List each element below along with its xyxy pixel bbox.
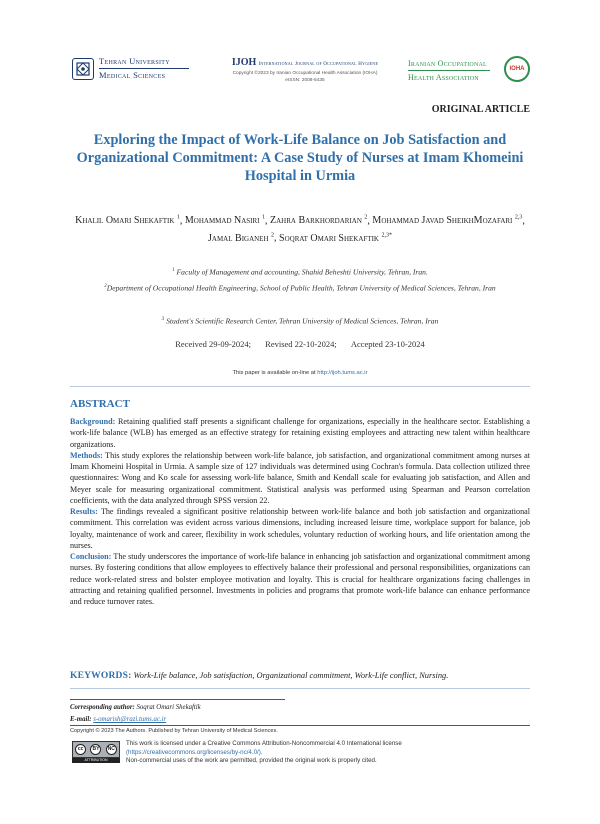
journal-abbr: IJOH: [231, 57, 257, 68]
accepted-date: Accepted 23-10-2024: [350, 339, 425, 349]
article-title: Exploring the Impact of Work-Life Balance on Job Satisfaction and Organizational Commitment: A Case Study of Nurses at Imam Khomeini Hospital in Urmia: [76, 132, 524, 184]
ioha-emblem-icon: IOHA: [504, 56, 530, 82]
cc-badge-label: ATTRIBUTION: [72, 758, 120, 763]
article-dates: [70, 339, 530, 349]
availability-note: This paper is available on-line at http://ijoh.tums.ac.ir: [232, 370, 368, 376]
noncommercial-icon: NC: [106, 744, 117, 755]
abstract-conclusion: Conclusion: The study underscores the importance of work-life balance in enhancing job satisfaction and organizational commitment among nurses. By fostering conditions that allow employees to effectively balance their professional and personal responsibilities, organizations can reduce work-related stress and bolster employee motivation and loyalty. This is crucial for healthcare organizations facing challenges in attracting and retaining qualified personnel. Investments in policies and programs that promote work-life balance can enhance performance and reduce turnover rates.: [70, 552, 530, 606]
affiliation: $^1$ Faculty of Management and accounting, Shahid Beheshti University, Tehran, Iran.: [172, 267, 428, 277]
author: Zahra Barkhordarian $^2$: [270, 215, 368, 227]
university-emblem-icon: [72, 58, 94, 80]
journal-copyright: Copyright ©2023 by Iranian Occupational Health Association (IOHA): [232, 71, 378, 76]
license-text: This work is licensed under a Creative Commons Attribution-Noncommercial 4.0 International license (https://creativecommons.org/licenses/by-nc/4.0/). Non-commercial uses of the work are permitted, provided the original work is properly cited.: [126, 740, 402, 765]
article-type: ORIGINAL ARTICLE: [431, 104, 530, 115]
journal-url-link[interactable]: http://ijoh.tums.ac.ir: [317, 370, 368, 376]
cc-license-badge[interactable]: [72, 741, 120, 758]
divider: [70, 699, 285, 700]
keywords-text: Work-Life balance, Job satisfaction, Organizational commitment, Work-Life conflict, Nursing.: [133, 671, 449, 680]
copyright-note: Copyright © 2023 The Authors. Published by Tehran University of Medical Sciences.: [70, 728, 278, 734]
ioha-logo: [408, 56, 530, 82]
keywords: [70, 671, 530, 681]
affiliation: $^2$Department of Occupational Health Engineering, School of Public Health, Tehran University of Medical Sciences, Tehran, Iran: [104, 283, 496, 293]
divider: [70, 725, 530, 726]
journal-header: [210, 57, 400, 84]
abstract-body: [70, 416, 530, 607]
author: Mohammad Nasiri $^1$: [184, 215, 266, 227]
affiliation: $^3$ Student's Scientific Research Center, Tehran University of Medical Sciences, Tehran, Iran: [161, 316, 439, 326]
ioha-name-line1: Iranian Occupational: [408, 59, 487, 68]
author: Soqrat Omari Shekaftik $^{2,3*}$: [279, 232, 392, 244]
keywords-label: KEYWORDS:: [70, 671, 132, 681]
tums-logo: [72, 56, 190, 84]
author-list: Khalil Omari Shekaftik $^1$, Mohammad Nasiri $^1$, Zahra Barkhordarian $^2$, Mohammad Javad SheikhMozafari $^{2,3}$, Jamal Biganeh $^2$, Soqrat Omari Shekaftik $^{2,3*}$: [75, 215, 525, 244]
ioha-name-line2: Health Association: [408, 73, 479, 82]
abstract-methods: Methods: This study explores the relationship between work-life balance, job satisfaction, and organizational commitment among nurses at Imam Khomeini Hospital in Urmia. A sample size of 127 individuals was determined using Cochran's formula. Data collection utilized three questionnaires: Wong and Ko scale for assessing work-life balance, Smith and Kendall scale for evaluating job satisfaction, and Allen and Meyer scale for measuring organizational commitment. Statistical analysis was performed using Spearman and Pearson correlation coefficients, with the data analyzed through SPSS version 22.: [70, 450, 530, 505]
journal-eissn: eISSN: 2008-5435: [285, 78, 325, 83]
correspondence: Corresponding author: Soqrat Omari Shekaftik E-mail: s-omarish@razi.tums.ac.ir: [70, 704, 201, 723]
abstract-results: Results: The findings revealed a significant positive relationship between work-life balance and both job satisfaction and organizational commitment. This correlation was evident across various dimensions, including increased leisure time, workplace support for balance, job loyalty, maintenance of work and career, flexibility in work schedules, voluntary reduction of working hours, and life orientation among the nurses.: [70, 507, 530, 550]
attribution-icon: BY: [90, 744, 101, 755]
divider: [70, 688, 530, 689]
divider: [70, 386, 530, 387]
email-link[interactable]: s-omarish@razi.tums.ac.ir: [93, 716, 167, 723]
journal-full-name: International Journal of Occupational Hygiene: [258, 62, 379, 67]
author: Khalil Omari Shekaftik $^1$: [75, 215, 180, 227]
cc-icon: cc: [75, 744, 86, 755]
revised-date: Revised 22-10-2024;: [265, 339, 337, 349]
tums-name-line2: Medical Sciences: [99, 70, 166, 80]
author: Jamal Biganeh $^2$: [208, 232, 275, 244]
tums-name-line1: Tehran University: [99, 56, 170, 66]
author: Mohammad Javad SheikhMozafari $^{2,3}$: [372, 215, 523, 227]
abstract-heading: ABSTRACT: [70, 398, 130, 410]
corresponding-author: Soqrat Omari Shekaftik: [136, 704, 201, 711]
received-date: Received 29-09-2024;: [175, 339, 252, 349]
abstract-background: Background: Retaining qualified staff presents a significant challenge for organizations, especially in the healthcare sector. Establishing a work-life balance (WLB) has emerged as an effective strategy for retaining existing employees and attracting new talent within healthcare organizations.: [70, 417, 530, 449]
license-url-link[interactable]: (https://creativecommons.org/licenses/by-nc/4.0/).: [126, 748, 263, 756]
